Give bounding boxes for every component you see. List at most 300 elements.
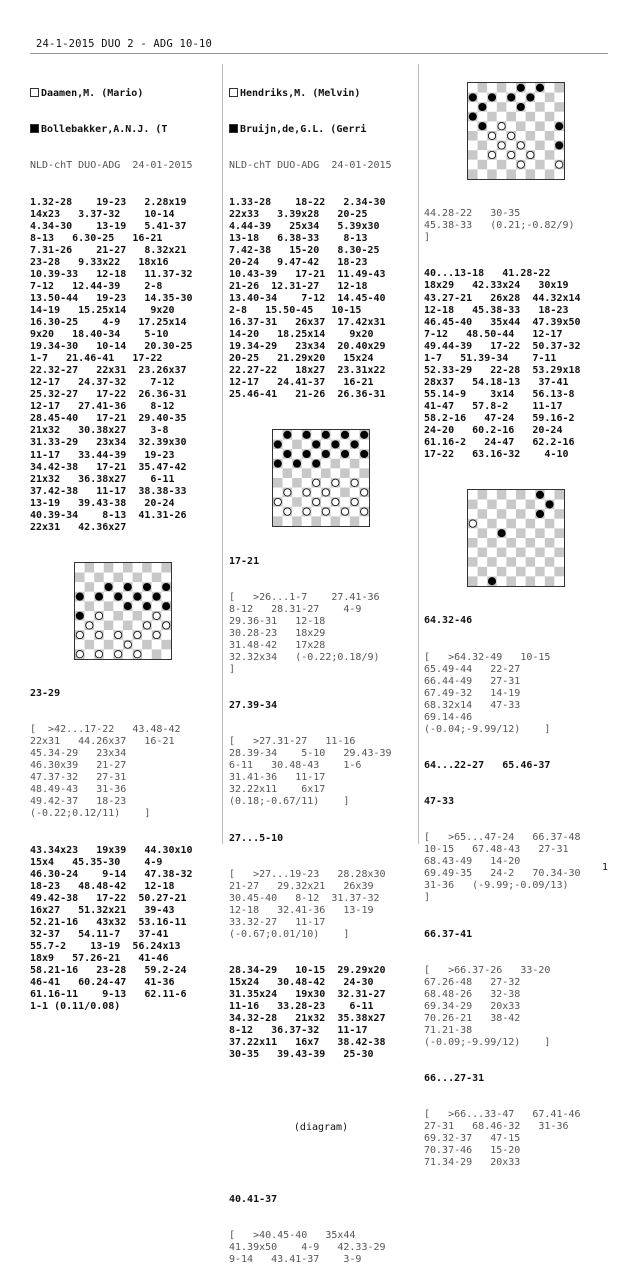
board-square xyxy=(535,538,545,548)
text-line: 40...13-18 41.28-22 xyxy=(424,268,551,280)
board-square xyxy=(350,430,360,440)
board-square xyxy=(478,577,488,587)
white-piece xyxy=(95,612,102,619)
board-square xyxy=(487,509,497,519)
board-square xyxy=(340,440,350,450)
white-piece xyxy=(163,622,170,629)
board-square xyxy=(85,592,95,602)
text-line: 22x31 44.26x37 16-21 xyxy=(30,736,175,748)
black-piece xyxy=(143,583,150,590)
black-piece xyxy=(163,583,170,590)
white-piece xyxy=(322,489,329,496)
black-piece xyxy=(469,94,476,101)
board-square xyxy=(331,450,341,460)
board-square xyxy=(526,500,536,510)
text-line: 12-18 45.38-33 18-23 xyxy=(424,304,569,316)
board-square xyxy=(554,169,564,179)
board-square xyxy=(283,517,293,527)
text-line: 1-7 21.46-41 17-22 xyxy=(30,353,163,365)
board-square xyxy=(478,519,488,529)
text-line: 52.21-16 43x32 53.16-11 xyxy=(30,916,187,928)
board-square xyxy=(554,102,564,112)
board-square xyxy=(497,567,507,577)
board-square xyxy=(123,611,133,621)
text-line: 16.30-25 4-9 17.25x14 xyxy=(30,316,187,328)
board-square xyxy=(545,112,555,122)
board-square xyxy=(487,519,497,529)
board-square xyxy=(292,430,302,440)
board-square xyxy=(292,469,302,479)
black-piece xyxy=(115,593,122,600)
white-piece xyxy=(284,489,291,496)
board-square xyxy=(123,630,133,640)
board-square xyxy=(273,469,283,479)
board-square xyxy=(273,478,283,488)
board-square xyxy=(283,469,293,479)
text-line: 45.38-33 (0.21;-0.82/9) xyxy=(424,220,575,232)
board-square xyxy=(554,557,564,567)
black-piece xyxy=(508,94,515,101)
board-square xyxy=(350,450,360,460)
white-piece xyxy=(332,499,339,506)
board-square xyxy=(273,488,283,498)
black-square-icon xyxy=(229,124,238,133)
board-square xyxy=(142,563,152,573)
board-square xyxy=(161,640,171,650)
white-piece xyxy=(153,631,160,638)
board-square xyxy=(497,131,507,141)
black-piece xyxy=(322,451,329,458)
text-line: 28.34-29 10-15 29.29x20 xyxy=(229,965,386,977)
text-line: 58.21-16 23-28 59.2-24 xyxy=(30,965,187,977)
board-square xyxy=(133,573,143,583)
black-piece xyxy=(341,432,348,439)
text-line: 18-23 48.48-42 12-18 xyxy=(30,880,175,892)
column-separator xyxy=(222,64,223,844)
board-square xyxy=(468,529,478,539)
text-line: 31.35x24 19x30 32.31-27 xyxy=(229,989,386,1001)
board-square xyxy=(104,601,114,611)
text-line: 22.27-22 18x27 23.31x22 xyxy=(229,365,386,377)
board-square xyxy=(123,592,133,602)
page-number: 1 xyxy=(601,862,608,873)
white-piece xyxy=(115,631,122,638)
text-line: 20-24 9.47-42 18-23 xyxy=(229,256,368,268)
board-square xyxy=(113,611,123,621)
text-line: 14x23 3.37-32 10-14 xyxy=(30,208,175,220)
text-line: 70.37-46 15-20 xyxy=(424,1145,521,1157)
black-piece xyxy=(469,113,476,120)
board-square xyxy=(340,478,350,488)
board-square xyxy=(359,517,369,527)
analysis-note xyxy=(229,592,413,676)
board-square xyxy=(506,102,516,112)
black-piece xyxy=(313,441,320,448)
text-line: 31-36 (-9.99;-0.09/13) xyxy=(424,880,569,892)
board-square xyxy=(478,567,488,577)
black-piece xyxy=(313,460,320,467)
text-line: 10.39-33 12-18 11.37-32 xyxy=(30,268,193,280)
text-line: 18x9 57.26-21 41-46 xyxy=(30,953,169,965)
black-piece xyxy=(274,460,281,467)
text-line: 23-28 9.33x22 18x16 xyxy=(30,256,169,268)
black-piece xyxy=(284,451,291,458)
board-square xyxy=(113,582,123,592)
board-square xyxy=(526,160,536,170)
board-square xyxy=(497,169,507,179)
board-square xyxy=(554,83,564,93)
player-white: Daamen,M. (Mario) xyxy=(30,88,216,100)
black-piece xyxy=(76,593,83,600)
text-line: 71.21-38 xyxy=(424,1024,473,1036)
board-square xyxy=(161,563,171,573)
text-line: 21-27 29.32x21 26x39 xyxy=(229,880,374,892)
text-line: 1.32-28 19-23 2.28x19 xyxy=(30,196,187,208)
board-square xyxy=(142,573,152,583)
board-square xyxy=(331,488,341,498)
board-square xyxy=(85,630,95,640)
moves-list xyxy=(229,197,413,402)
moves-list xyxy=(30,197,216,534)
board-square xyxy=(302,440,312,450)
board-square xyxy=(468,102,478,112)
board-square xyxy=(478,490,488,500)
black-piece xyxy=(351,441,358,448)
analysis-note xyxy=(229,736,413,808)
board-square xyxy=(506,548,516,558)
board-square xyxy=(152,573,162,583)
board-square xyxy=(516,131,526,141)
white-piece xyxy=(517,142,524,149)
black-piece xyxy=(517,103,524,110)
text-line: 28.45-40 17-21 29.40-35 xyxy=(30,413,187,425)
text-line: 46.45-40 35x44 47.39x50 xyxy=(424,316,581,328)
board-square xyxy=(526,490,536,500)
column-separator xyxy=(418,64,419,844)
board-square xyxy=(152,582,162,592)
board-square xyxy=(133,611,143,621)
white-piece xyxy=(313,480,320,487)
board-square xyxy=(85,640,95,650)
board-square xyxy=(94,601,104,611)
board-square xyxy=(535,131,545,141)
text-line: 45.34-29 23x34 xyxy=(30,748,127,760)
board-square xyxy=(292,517,302,527)
column-3 xyxy=(424,54,608,1182)
board-square xyxy=(321,469,331,479)
text-line: 1-1 (0.11/0.08) xyxy=(30,1001,121,1013)
white-piece xyxy=(86,622,93,629)
board-square xyxy=(487,567,497,577)
board-square xyxy=(468,538,478,548)
board-square xyxy=(554,93,564,103)
text-line: 28.39-34 5-10 29.43-39 xyxy=(229,748,392,760)
white-piece xyxy=(322,508,329,515)
board-square xyxy=(152,649,162,659)
board-square xyxy=(554,112,564,122)
board-square xyxy=(292,478,302,488)
board-square xyxy=(554,519,564,529)
black-piece xyxy=(105,583,112,590)
board-square xyxy=(506,169,516,179)
board-square xyxy=(468,83,478,93)
board-square xyxy=(516,519,526,529)
text-line: 21x32 36.38x27 6-11 xyxy=(30,473,175,485)
board-square xyxy=(133,601,143,611)
board-svg xyxy=(75,563,171,659)
board-square xyxy=(497,519,507,529)
board-square xyxy=(292,450,302,460)
board-square xyxy=(554,567,564,577)
text-line: 69.34-29 20x33 xyxy=(424,1000,521,1012)
board-square xyxy=(545,490,555,500)
board-square xyxy=(487,141,497,151)
board-square xyxy=(273,517,283,527)
board-square xyxy=(468,490,478,500)
white-piece xyxy=(469,520,476,527)
board-square xyxy=(340,517,350,527)
board-square xyxy=(478,548,488,558)
white-piece xyxy=(134,631,141,638)
board-square xyxy=(545,548,555,558)
board-diagram xyxy=(74,562,172,660)
text-line: 18x29 42.33x24 30x19 xyxy=(424,280,569,292)
text-line: 67.49-32 14-19 xyxy=(424,687,521,699)
board-square xyxy=(161,611,171,621)
text-line: 68.32x14 47-33 xyxy=(424,699,521,711)
board-square xyxy=(535,160,545,170)
board-square xyxy=(321,459,331,469)
board-square xyxy=(359,440,369,450)
move-entry: 66...27-31 xyxy=(424,1073,485,1085)
white-piece xyxy=(361,489,368,496)
board-square xyxy=(104,649,114,659)
board-square xyxy=(506,509,516,519)
board-square xyxy=(526,519,536,529)
move-entry: 23-29 xyxy=(30,688,61,700)
board-square xyxy=(497,83,507,93)
board-square xyxy=(545,529,555,539)
text-line: 46.30x39 21-27 xyxy=(30,760,127,772)
board-square xyxy=(545,102,555,112)
board-square xyxy=(311,430,321,440)
board-square xyxy=(516,112,526,122)
board-square xyxy=(302,517,312,527)
text-line: 7-12 12.44-39 2-8 xyxy=(30,280,163,292)
black-piece xyxy=(322,432,329,439)
board-square xyxy=(104,573,114,583)
text-line: 13-18 6.38-33 8-13 xyxy=(229,232,368,244)
text-line: 61.16-2 24-47 62.2-16 xyxy=(424,437,575,449)
moves-list xyxy=(30,845,216,1014)
text-line: 15x4 45.35-30 4-9 xyxy=(30,856,163,868)
black-piece xyxy=(479,103,486,110)
board-svg xyxy=(468,83,564,179)
black-piece xyxy=(293,460,300,467)
text-line: 7.31-26 21-27 8.32x21 xyxy=(30,244,187,256)
text-line: 48.49-43 31-36 xyxy=(30,784,127,796)
board-square xyxy=(283,478,293,488)
board-square xyxy=(75,582,85,592)
board-square xyxy=(85,563,95,573)
board-square xyxy=(506,577,516,587)
text-line: 4.34-30 13-19 5.41-37 xyxy=(30,220,187,232)
board-square xyxy=(94,582,104,592)
text-line: 32-37 54.11-7 37-41 xyxy=(30,928,169,940)
board-square xyxy=(554,548,564,558)
board-square xyxy=(487,500,497,510)
text-line: 22x33 3.39x28 20-25 xyxy=(229,208,368,220)
board-square xyxy=(468,131,478,141)
black-piece xyxy=(134,593,141,600)
board-square xyxy=(526,577,536,587)
move-entry: 17-21 xyxy=(229,555,260,567)
board-square xyxy=(545,121,555,131)
board-square xyxy=(506,538,516,548)
board-square xyxy=(104,563,114,573)
board-square xyxy=(340,469,350,479)
black-piece xyxy=(536,84,543,91)
text-line: 28x37 54.18-13 37-41 xyxy=(424,376,569,388)
board-square xyxy=(526,567,536,577)
text-line: 6-11 30.48-43 1-6 xyxy=(229,760,362,772)
board-square xyxy=(85,582,95,592)
move-entry: 66.37-41 xyxy=(424,928,473,940)
text-line: 33.32-27 11-17 xyxy=(229,916,326,928)
board-square xyxy=(75,640,85,650)
board-square xyxy=(75,563,85,573)
white-piece xyxy=(115,650,122,657)
board-square xyxy=(535,141,545,151)
white-piece xyxy=(517,161,524,168)
text-line: 43.34x23 19x39 44.30x10 xyxy=(30,844,193,856)
text-line: 8-12 28.31-27 4-9 xyxy=(229,603,362,615)
text-line: 13-19 39.43-38 20-24 xyxy=(30,497,175,509)
text-line: 30.28-23 18x29 xyxy=(229,627,326,639)
white-piece xyxy=(508,151,515,158)
board-square xyxy=(516,509,526,519)
black-piece xyxy=(303,451,310,458)
text-line: 58.2-16 47-24 59.16-2 xyxy=(424,412,575,424)
board-square xyxy=(535,500,545,510)
board-square xyxy=(85,649,95,659)
black-piece xyxy=(488,578,495,585)
black-piece xyxy=(527,94,534,101)
white-piece xyxy=(498,123,505,130)
text-line: 16.37-31 26x37 17.42x31 xyxy=(229,316,386,328)
board-square xyxy=(283,498,293,508)
board-square xyxy=(85,601,95,611)
analysis-note xyxy=(424,652,608,736)
board-square xyxy=(311,488,321,498)
text-line: 19.34-30 10-14 20.30-25 xyxy=(30,341,193,353)
board-square xyxy=(545,150,555,160)
board-square xyxy=(152,640,162,650)
text-line: 30.45-40 8-12 31.37-32 xyxy=(229,892,380,904)
board-square xyxy=(468,557,478,567)
board-square xyxy=(94,563,104,573)
board-square xyxy=(526,557,536,567)
white-piece xyxy=(76,650,83,657)
text-line: 29.36-31 12-18 xyxy=(229,615,326,627)
text-line: 13.40-34 7-12 14.45-40 xyxy=(229,292,386,304)
text-line: 69.49-35 24-2 70.34-30 xyxy=(424,868,581,880)
move-entry: 47-33 xyxy=(424,796,455,808)
black-piece xyxy=(153,593,160,600)
board-square xyxy=(506,519,516,529)
board-square xyxy=(359,478,369,488)
board-square xyxy=(487,529,497,539)
text-line: 8-13 6.30-25 16-21 xyxy=(30,232,163,244)
board-square xyxy=(478,141,488,151)
board-square xyxy=(545,141,555,151)
text-line: 31.41-36 11-17 xyxy=(229,772,326,784)
white-piece xyxy=(351,499,358,506)
black-piece xyxy=(498,530,505,537)
text-line: [ >26...1-7 27.41-36 xyxy=(229,591,380,603)
text-line: [ >27...19-23 28.28x30 xyxy=(229,868,386,880)
text-line: 11-17 33.44-39 19-23 xyxy=(30,449,175,461)
board-square xyxy=(321,517,331,527)
board-square xyxy=(331,517,341,527)
black-piece xyxy=(284,432,291,439)
board-square xyxy=(292,488,302,498)
board-square xyxy=(506,567,516,577)
analysis-note xyxy=(30,724,216,820)
board-square xyxy=(497,150,507,160)
white-piece xyxy=(153,612,160,619)
text-line: [ >42...17-22 43.48-42 xyxy=(30,724,181,736)
board-square xyxy=(340,498,350,508)
text-line: 16x27 51.32x21 39-43 xyxy=(30,904,175,916)
text-line: 21-26 12.31-27 12-18 xyxy=(229,280,368,292)
text-line: 9x20 18.40-34 5-10 xyxy=(30,329,169,341)
text-line: 55.7-2 13-19 56.24x13 xyxy=(30,941,181,952)
board-square xyxy=(497,112,507,122)
board-square xyxy=(545,567,555,577)
board-diagram xyxy=(467,489,565,587)
text-line: 10-15 67.48-43 27-31 xyxy=(424,844,569,856)
board-square xyxy=(478,557,488,567)
board-square xyxy=(331,459,341,469)
text-line: [ >40.45-40 35x44 xyxy=(229,1230,356,1242)
text-line: 10.43-39 17-21 11.49-43 xyxy=(229,268,386,280)
black-piece xyxy=(536,511,543,518)
board-square xyxy=(487,557,497,567)
board-square xyxy=(468,509,478,519)
board-square xyxy=(161,592,171,602)
board-square xyxy=(487,548,497,558)
board-square xyxy=(292,507,302,517)
board-square xyxy=(506,141,516,151)
white-piece xyxy=(488,151,495,158)
black-square-icon xyxy=(30,124,39,133)
board-square xyxy=(104,630,114,640)
board-square xyxy=(478,150,488,160)
board-square xyxy=(497,500,507,510)
board-square xyxy=(273,450,283,460)
board-square xyxy=(302,478,312,488)
text-line: 17-22 63.16-32 4-10 xyxy=(424,449,569,461)
board-square xyxy=(350,459,360,469)
white-piece xyxy=(274,499,281,506)
board-square xyxy=(516,567,526,577)
board-square xyxy=(487,160,497,170)
board-square xyxy=(350,517,360,527)
board-square xyxy=(526,83,536,93)
board-square xyxy=(478,529,488,539)
text-line: (-0.04;-9.99/12) ] xyxy=(424,723,551,735)
